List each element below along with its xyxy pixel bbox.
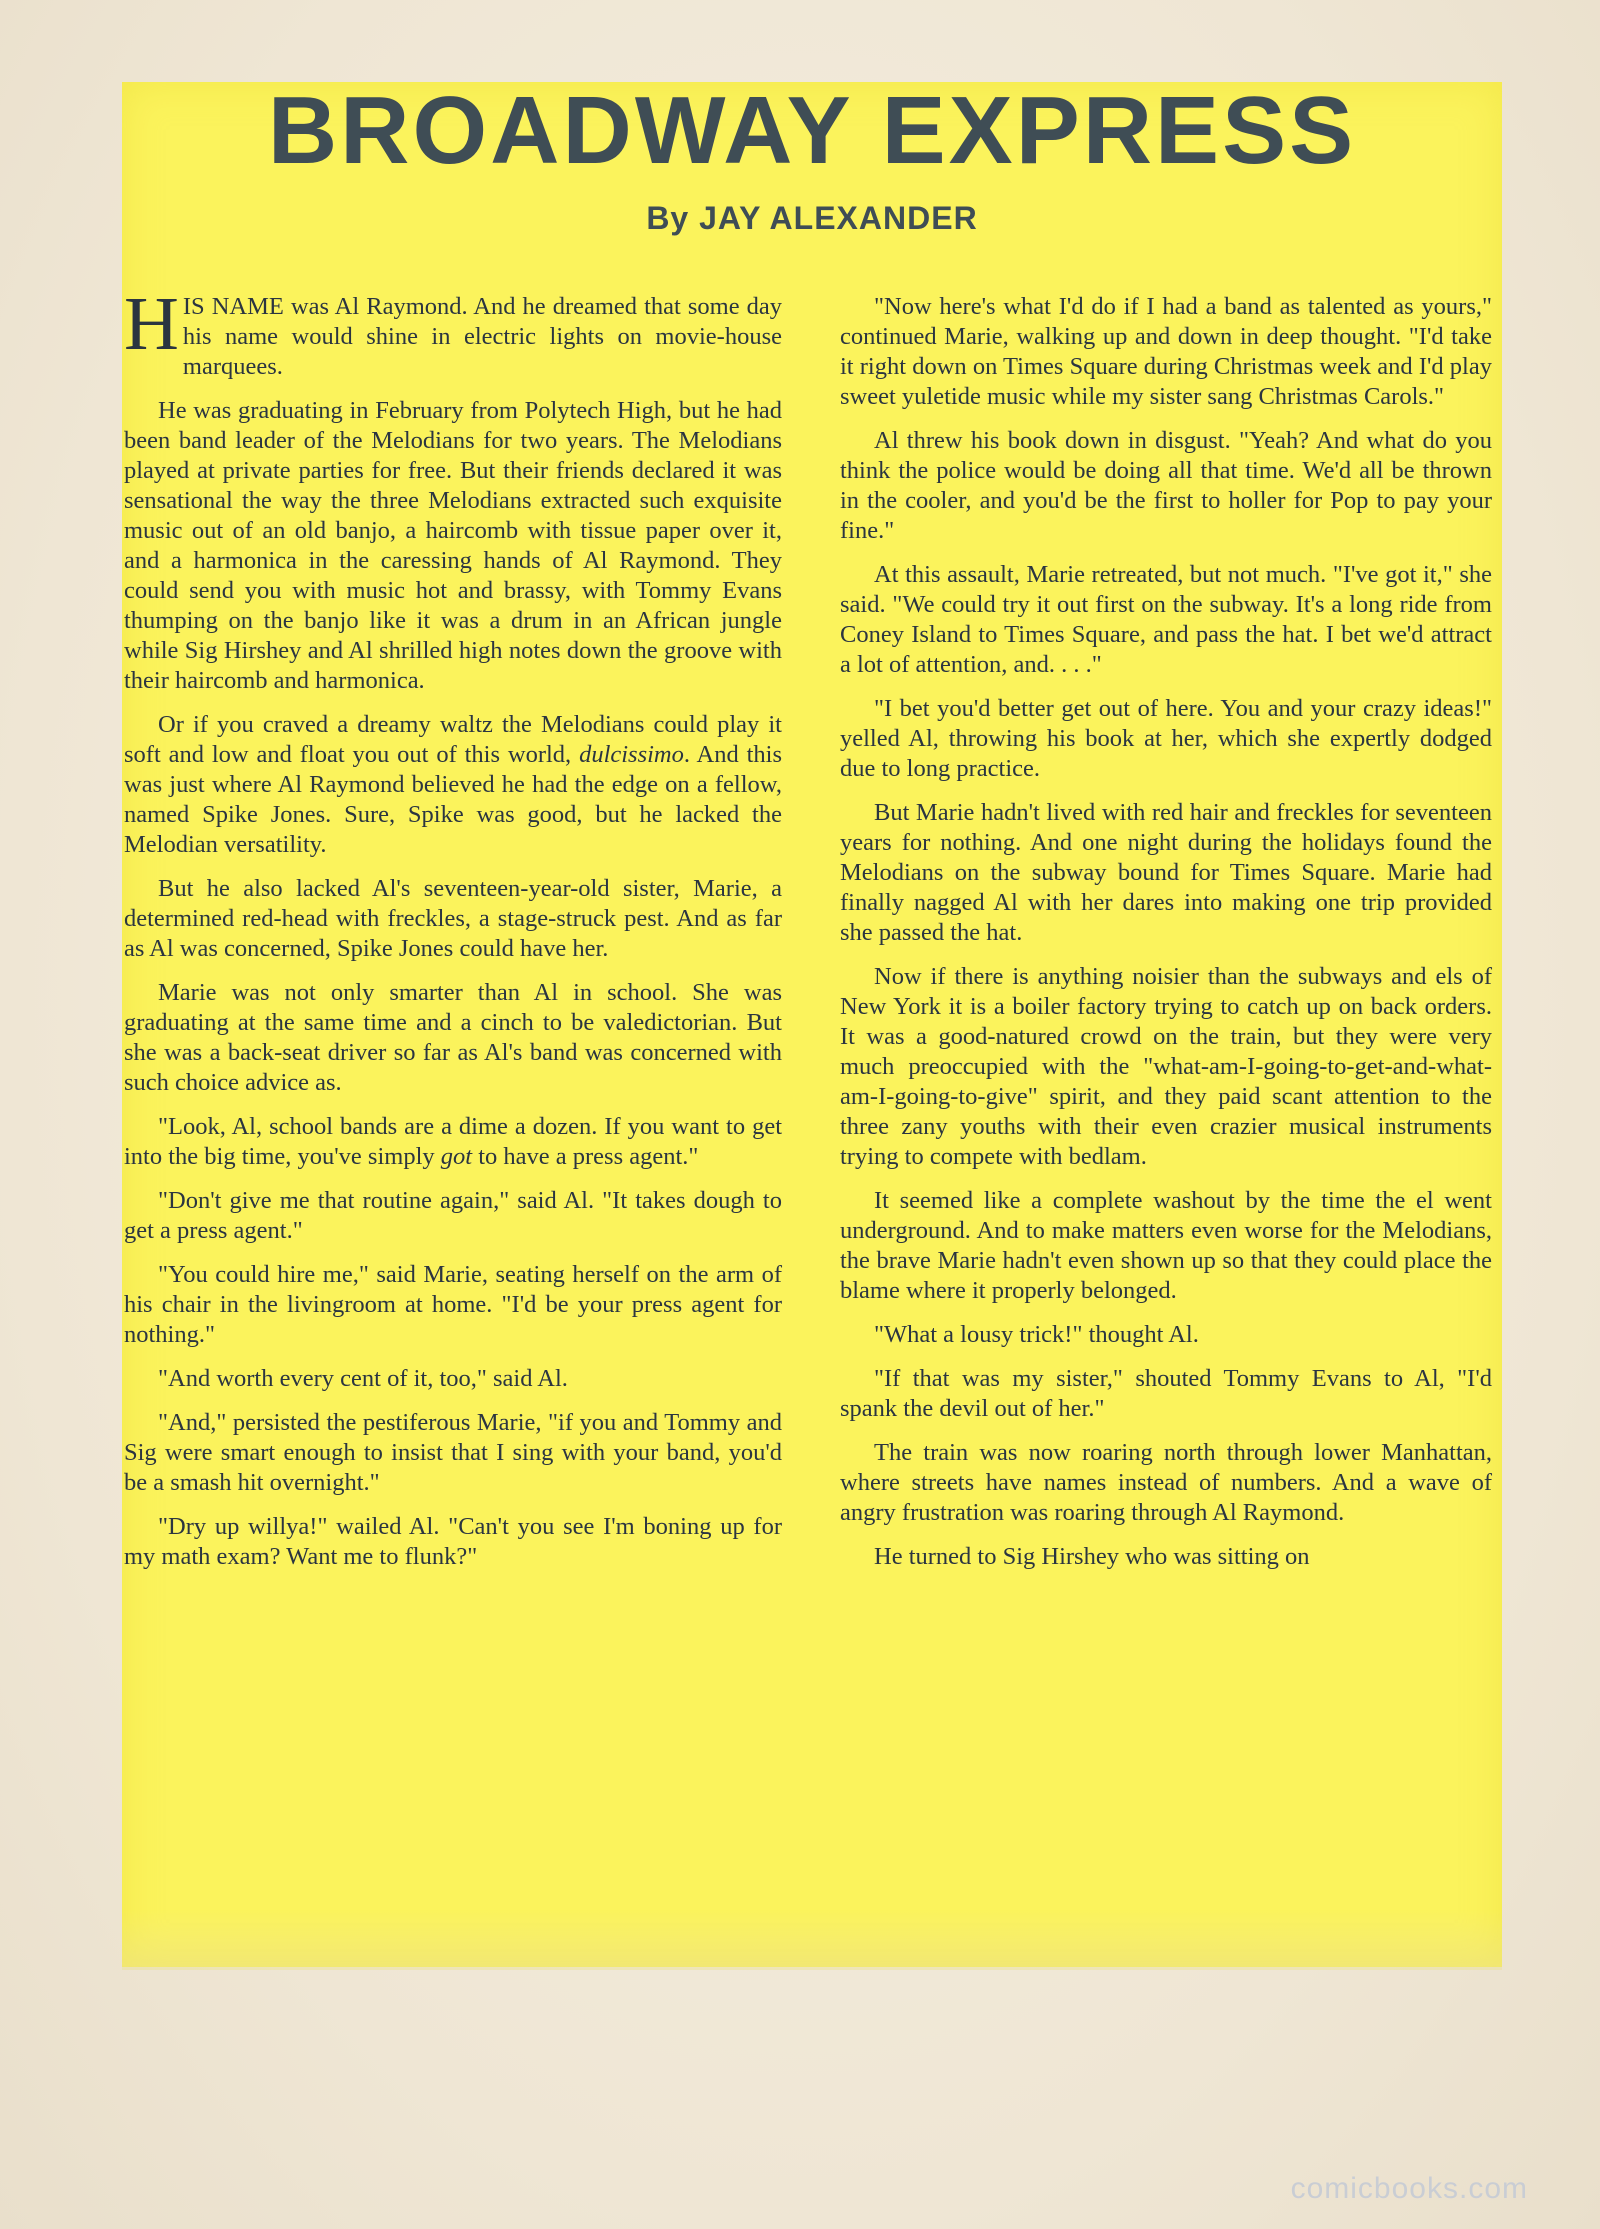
left-column-paragraphs [124,396,782,1572]
paragraph: "Don't give me that routine again," said Al. "It takes dough to get a press agent." [124,1187,782,1244]
paragraph: "If that was my sister," shouted Tommy Evans to Al, "I'd spank the devil out of her." [840,1365,1492,1422]
paragraph: "And," persisted the pestiferous Marie, "if you and Tommy and Sig were smart enough to insist that I sing with your band, you'd be a smash hit overnight." [124,1409,782,1496]
paragraph: "Dry up willya!" wailed Al. "Can't you see I'm boning up for my math exam? Want me to flunk?" [124,1513,782,1570]
paragraph: "I bet you'd better get out of here. You and your crazy ideas!" yelled Al, throwing his book at her, which she expertly dodged due to long practice. [840,695,1492,782]
paragraph: But Marie hadn't lived with red hair and freckles for seventeen years for nothing. And one night during the holidays found the Melodians on the subway bound for Times Square. Marie had finally nagged Al with her dares into making one trip provided she passed the hat. [840,799,1492,946]
article-byline: By JAY ALEXANDER [646,200,978,236]
paragraph: At this assault, Marie retreated, but not much. "I've got it," she said. "We could try it out first on the subway. It's a long ride from Coney Island to Times Square, and pass the hat. I bet we'd attract a lot of attention, and. . . ." [840,561,1492,678]
drop-cap: H [124,282,179,366]
article-title: BROADWAY EXPRESS [267,77,1357,184]
site-watermark: comicbooks.com [1290,2172,1528,2205]
paragraph: He was graduating in February from Polytech High, but he had been band leader of the Melodians for two years. The Melodians played at private parties for free. But their friends declared it was sensational the way the three Melodians extracted such exquisite music out of an old banjo, a haircomb with tissue paper over it, and a harmonica in the caressing hands of Al Raymond. They could send you with music hot and brassy, with Tommy Evans thumping on the banjo like it was a drum in an African jungle while Sig Hirshey and Al shrilled high notes down the groove with their haircomb and harmonica. [124,397,782,694]
paragraph: "Look, Al, school bands are a dime a dozen. If you want to get into the big time, you've simply got to have a press agent." [124,1113,782,1170]
paragraph: Marie was not only smarter than Al in school. She was graduating at the same time and a cinch to be valedictorian. But she was a back-seat driver so far as Al's band was concerned with such choice advice as. [124,979,782,1096]
panel-edge [122,1910,1502,1970]
right-column [840,292,1492,1586]
paragraph: It seemed like a complete washout by the time the el went underground. And to make matters even worse for the Melodians, the brave Marie hadn't even shown up so that they could place the blame where it properly belonged. [840,1187,1492,1304]
paragraph: "And worth every cent of it, too," said Al. [158,1365,568,1392]
paragraph: "Now here's what I'd do if I had a band as talented as yours," continued Marie, walking up and down in deep thought. "I'd take it right down on Times Square during Christmas week and I'd play sweet yuletide music while my sister sang Christmas Carols." [840,293,1492,410]
paragraph: "What a lousy trick!" thought Al. [874,1321,1199,1348]
paragraph: "You could hire me," said Marie, seating herself on the arm of his chair in the livingroom at home. "I'd be your press agent for nothing." [124,1261,782,1348]
opening-paragraph [124,282,782,382]
right-column-paragraphs [840,292,1492,1572]
opening-paragraph-text: IS NAME was Al Raymond. And he dreamed that some day his name would shine in electric lights on movie-house marquees. [182,293,782,380]
paragraph: Or if you craved a dreamy waltz the Melodians could play it soft and low and float you out of this world, dulcissimo. And this was just where Al Raymond believed he had the edge on a fellow, named Spike Jones. Sure, Spike was good, but he lacked the Melodian versatility. [124,711,782,858]
paragraph: Now if there is anything noisier than the subways and els of New York it is a boiler factory trying to catch up on back orders. It was a good-natured crowd on the train, but they were very much preoccupied with the "what-am-I-going-to-get-and-what-am-I-going-to-give" spirit, and they paid scant attention to the three zany youths with their even crazier musical instruments trying to compete with bedlam. [840,963,1492,1170]
paragraph: The train was now roaring north through lower Manhattan, where streets have names instead of numbers. And a wave of angry frustration was roaring through Al Raymond. [840,1439,1492,1526]
left-column [124,282,782,1586]
paragraph: Al threw his book down in disgust. "Yeah? And what do you think the police would be doing all that time. We'd all be thrown in the cooler, and you'd be the first to holler for Pop to pay your fine." [840,427,1492,544]
paragraph: He turned to Sig Hirshey who was sitting on [874,1543,1310,1570]
paragraph: But he also lacked Al's seventeen-year-old sister, Marie, a determined red-head with freckles, a stage-struck pest. And as far as Al was concerned, Spike Jones could have her. [124,875,782,962]
